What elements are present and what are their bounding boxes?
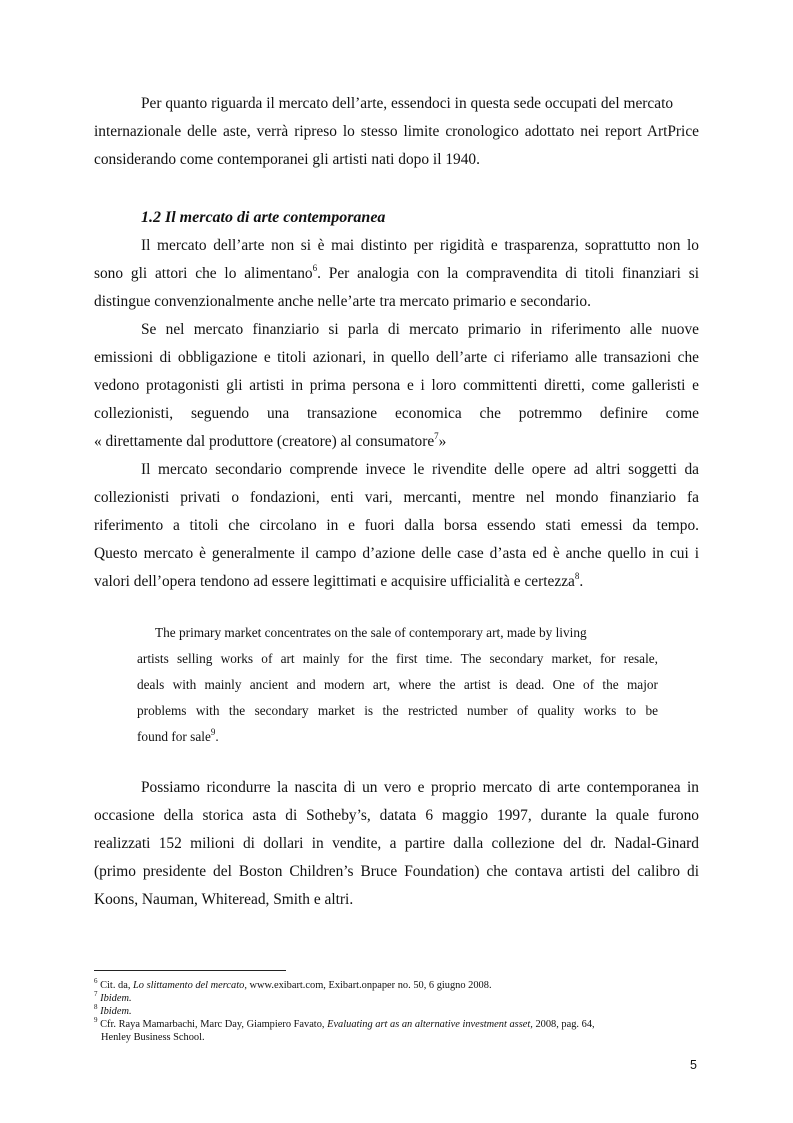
paragraph-line: collezionisti, seguendo una transazione economica che potremmo definire come <box>94 405 699 422</box>
quote-line: found for sale$^9$. <box>137 726 219 744</box>
paragraph-line: Se nel mercato finanziario si parla di mercato primario in riferimento alle nuove <box>141 321 699 338</box>
footnote-divider <box>94 970 286 971</box>
paragraph-line: considerando come contemporanei gli artisti nati dopo il 1940. <box>94 151 480 168</box>
paragraph-line: internazionale delle aste, verrà ripreso lo stesso limite cronologico adottato nei report ArtPrice <box>94 123 699 140</box>
paragraph-line: Il mercato secondario comprende invece le rivendite delle opere ad altri soggetti da <box>141 461 699 478</box>
paragraph-line: « direttamente dal produttore (creatore) al consumatore$^7$» <box>94 430 447 450</box>
page-number: 5 <box>690 1058 697 1072</box>
paragraph-line: distingue convenzionalmente anche nelle’arte tra mercato primario e secondario. <box>94 293 591 310</box>
paragraph-line: sono gli attori che lo alimentano$^6$. Per analogia con la compravendita di titoli finanziari si <box>94 262 699 282</box>
quote-line: deals with mainly ancient and modern art, where the artist is dead. One of the major <box>137 677 658 692</box>
paragraph-line: emissioni di obbligazione e titoli azionari, in quello dell’arte ci riferiamo alle transazioni che <box>94 349 699 366</box>
quote-line: The primary market concentrates on the sale of contemporary art, made by living <box>155 625 587 640</box>
footnote-ref[interactable]: 7 <box>434 430 439 441</box>
footnote-9-continuation: Henley Business School. <box>101 1032 205 1043</box>
footnote-ref[interactable]: 9 <box>210 726 216 737</box>
quote-line: artists selling works of art mainly for the first time. The secondary market, for resale, <box>137 651 658 666</box>
paragraph-line: collezionisti privati o fondazioni, enti vari, mercanti, mentre nel mondo finanziario fa <box>94 489 699 506</box>
section-title: 1.2 Il mercato di arte contemporanea <box>141 209 386 226</box>
footnote-9: $^9$ Cfr. Raya Mamarbachi, Marc Day, Giampiero Favato, Evaluating art as an alternative investment asset, 2008, pag. 64, <box>94 1015 595 1030</box>
paragraph-line: Questo mercato è generalmente il campo d’azione delle case d’asta ed è anche quello in cui i <box>94 545 699 562</box>
paragraph-line: Per quanto riguarda il mercato dell’arte, essendoci in questa sede occupati del mercato <box>141 95 674 112</box>
paragraph-line: riferimento a titoli che circolano in e fuori dalla borsa essendo stati emessi da tempo. <box>94 517 699 534</box>
paragraph-line: occasione della storica asta di Sotheby’s, datata 6 maggio 1997, durante la quale furono <box>94 807 699 824</box>
footnote-ref[interactable]: 8 <box>574 570 580 581</box>
paragraph-line: valori dell’opera tendono ad essere legittimati e acquisire ufficialità e certezza$^8$. <box>94 570 584 590</box>
footnote-7: $^7$ Ibidem. <box>94 989 132 1004</box>
footnote-6: $^6$ Cit. da, Lo slittamento del mercato, www.exibart.com, Exibart.onpaper no. 50, 6 giugno 2008. <box>94 976 492 991</box>
quote-line: problems with the secondary market is the restricted number of quality works to be <box>137 703 658 718</box>
paragraph-line: (primo presidente del Boston Children’s Bruce Foundation) che contava artisti del calibro di <box>94 863 699 880</box>
paragraph-line: Koons, Nauman, Whiteread, Smith e altri. <box>94 891 354 908</box>
paragraph-line: vedono protagonisti gli artisti in prima persona e i loro committenti diretti, come galleristi e <box>94 377 699 394</box>
paragraph-line: Il mercato dell’arte non si è mai distinto per rigidità e trasparenza, soprattutto non lo <box>141 237 699 254</box>
paragraph-line: Possiamo ricondurre la nascita di un vero e proprio mercato di arte contemporanea in <box>141 779 699 796</box>
footnote-8: $^8$ Ibidem. <box>94 1002 132 1017</box>
paragraph-line: realizzati 152 milioni di dollari in vendite, a partire dalla collezione del dr. Nadal-Ginard <box>94 835 699 852</box>
footnote-ref[interactable]: 6 <box>312 262 318 273</box>
